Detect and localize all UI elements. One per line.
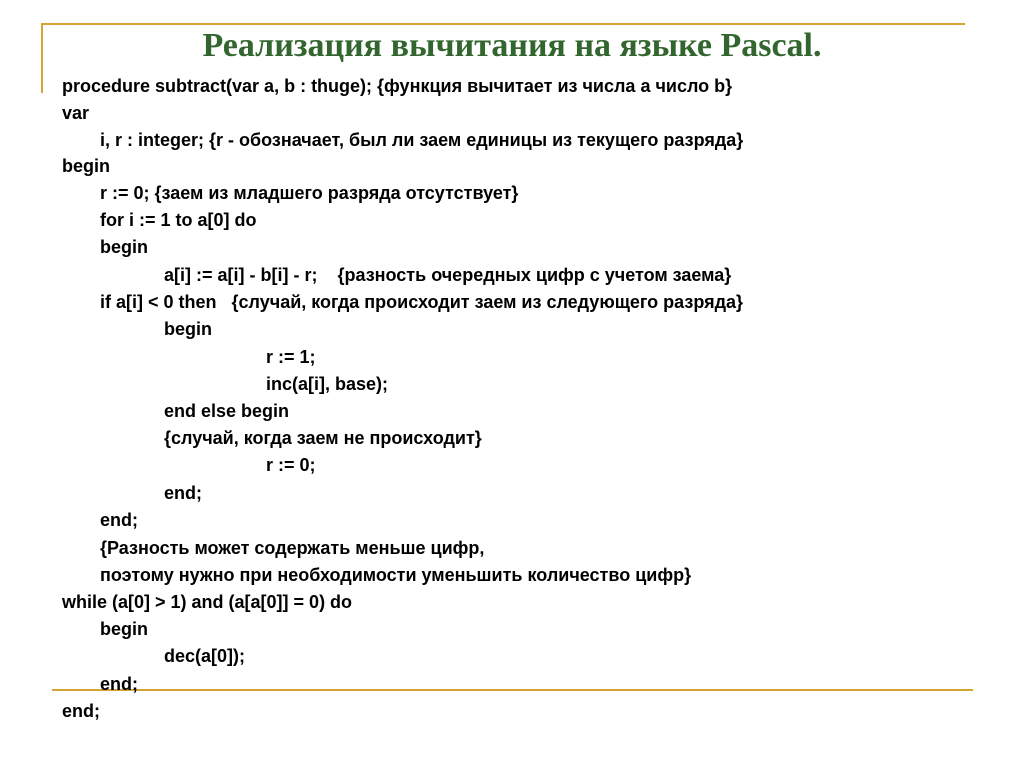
code-line: end;	[100, 510, 138, 530]
code-line: while (a[0] > 1) and (a[a[0]] = 0) do	[62, 592, 353, 612]
code-line: if a[i] < 0 then {случай, когда происходит заем из следующего разряда}	[100, 292, 744, 312]
code-line: begin	[62, 156, 110, 176]
code-line: end;	[164, 483, 202, 503]
code-line: {Разность может содержать меньше цифр,	[100, 538, 485, 558]
code-line: {случай, когда заем не происходит}	[164, 428, 482, 448]
code-line: procedure subtract(var a, b : thuge); {функция вычитает из числа а число b}	[62, 76, 733, 96]
slide-title: Реализация вычитания на языке Pascal.	[202, 27, 822, 64]
code-line: var	[62, 103, 90, 123]
code-line: begin	[100, 237, 148, 257]
code-line: dec(a[0]);	[164, 646, 246, 666]
code-line: end;	[62, 701, 100, 721]
code-line: begin	[164, 319, 212, 339]
code-line: inc(a[i], base);	[266, 374, 389, 394]
code-line: begin	[100, 619, 148, 639]
code-line: r := 0;	[266, 455, 316, 475]
code-line: i, r : integer; {r - обозначает, был ли заем единицы из текущего разряда}	[100, 130, 744, 150]
code-line: r := 0; {заем из младшего разряда отсутствует}	[100, 183, 519, 203]
code-line: for i := 1 to a[0] do	[100, 210, 257, 230]
code-line: r := 1;	[266, 347, 316, 367]
code-line: end else begin	[164, 401, 290, 421]
code-line: поэтому нужно при необходимости уменьшить количество цифр}	[100, 565, 692, 585]
code-line: end;	[100, 674, 138, 694]
code-line: a[i] := a[i] - b[i] - r; {разность очередных цифр с учетом заема}	[164, 265, 732, 285]
